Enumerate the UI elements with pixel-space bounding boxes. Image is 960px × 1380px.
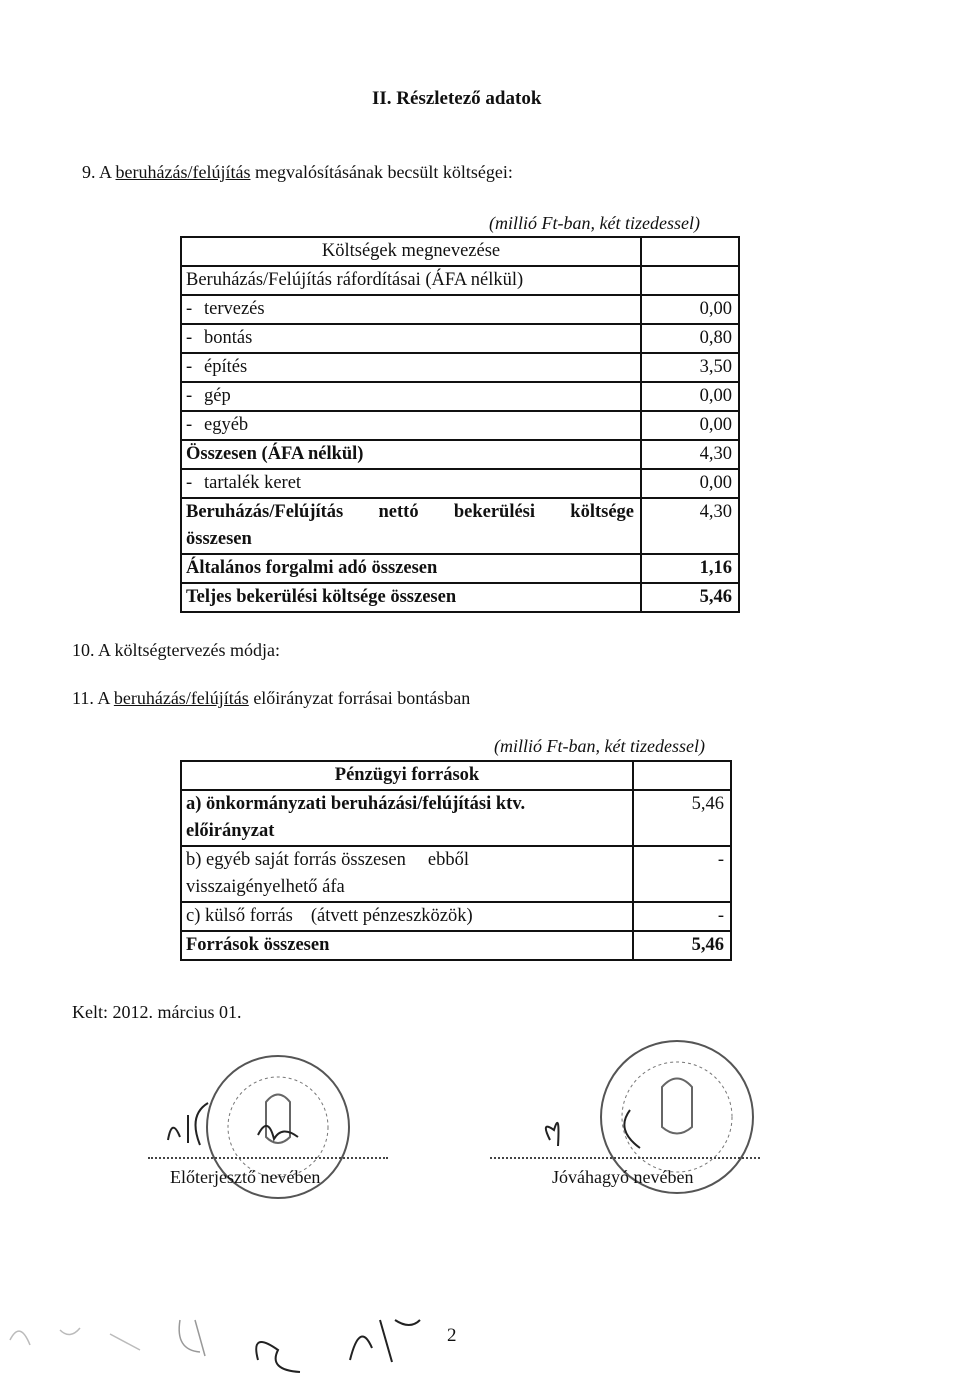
funding-table: [180, 760, 732, 961]
cost-item-value: 0,00: [641, 382, 739, 411]
section-9-title: 9. A beruházás/felújítás megvalósításának becsült költségei:: [82, 162, 513, 182]
unit-note-costs: (millió Ft-ban, két tizedessel): [489, 213, 700, 233]
signature-block-right: [490, 1040, 790, 1187]
table-row: [181, 583, 739, 612]
cost-net-label-line1: Beruházás/Felújítás nettó bekerülési költsége: [186, 502, 634, 522]
cost-table: [180, 236, 740, 613]
cost-item-label: tervezés: [204, 299, 265, 319]
table-row: - bontás 0,80: [181, 324, 739, 353]
handwritten-initials-icon: [0, 1290, 960, 1380]
funding-total-label: Források összesen: [181, 931, 633, 960]
cost-grand-total-label: Teljes bekerülési költsége összesen: [181, 583, 641, 612]
table-row: [181, 237, 739, 266]
table-row: [181, 790, 731, 846]
signature-label-left: Előterjesztő nevében: [170, 1167, 321, 1187]
funding-row-b-line1: b) egyéb saját forrás összesen ebből: [186, 850, 469, 870]
funding-row-a-line1: a) önkormányzati beruházási/felújítási ktv.: [186, 794, 526, 814]
table-row: - gép 0,00: [181, 382, 739, 411]
cost-item-value: 3,50: [641, 353, 739, 382]
funding-row-c-value: -: [633, 902, 731, 931]
signature-block-left: [148, 1045, 428, 1187]
funding-total-value: 5,46: [633, 931, 731, 960]
cost-item-label: bontás: [204, 328, 253, 348]
section-10-title: 10. A költségtervezés módja:: [72, 640, 280, 660]
cost-reserve-value: 0,00: [641, 469, 739, 498]
cost-item-label: építés: [204, 357, 248, 377]
cost-item-value: 0,80: [641, 324, 739, 353]
table-row: - egyéb 0,00: [181, 411, 739, 440]
cost-reserve-label: tartalék keret: [204, 473, 302, 493]
signature-label-right: Jóváhagyó nevében: [552, 1167, 694, 1187]
table-row: [181, 902, 731, 931]
signature-line: [148, 1157, 388, 1159]
cost-subtotal-value: 4,30: [641, 440, 739, 469]
handwritten-signature-icon: [530, 1100, 690, 1160]
cost-subtotal-label: Összesen (ÁFA nélkül): [181, 440, 641, 469]
cost-item-label: gép: [204, 386, 231, 406]
funding-row-b-value: -: [633, 846, 731, 902]
signature-line: [490, 1157, 760, 1159]
table-row: [181, 440, 739, 469]
cost-item-value: 0,00: [641, 411, 739, 440]
cost-vat-label: Általános forgalmi adó összesen: [181, 554, 641, 583]
funding-row-c-line1: c) külső forrás (átvett pénzeszközök): [186, 906, 473, 926]
table-row: - tartalék keret 0,00: [181, 469, 739, 498]
cost-net-label-line2: összesen: [186, 529, 252, 549]
date-line: Kelt: 2012. március 01.: [72, 1002, 242, 1022]
cost-vat-value: 1,16: [641, 554, 739, 583]
table-row: [181, 498, 739, 554]
table-row: [181, 761, 731, 790]
table-row: - építés 3,50: [181, 353, 739, 382]
table-row: [181, 266, 739, 295]
page-number: 2: [447, 1325, 457, 1346]
table-row: [181, 931, 731, 960]
unit-note-funding: (millió Ft-ban, két tizedessel): [494, 736, 705, 756]
cost-item-label: egyéb: [204, 415, 249, 435]
cost-item-value: 0,00: [641, 295, 739, 324]
table-row: [181, 846, 731, 902]
page-heading: II. Részletező adatok: [372, 88, 542, 109]
handwritten-signature-icon: [148, 1095, 378, 1155]
section-11-title: 11. A beruházás/felújítás előirányzat forrásai bontásban: [72, 688, 471, 708]
table-row: - tervezés 0,00: [181, 295, 739, 324]
funding-row-a-line2: előirányzat: [186, 821, 275, 841]
cost-group-label: Beruházás/Felújítás ráfordításai (ÁFA nélkül): [181, 266, 641, 295]
cost-grand-total-value: 5,46: [641, 583, 739, 612]
funding-row-b-line2: visszaigényelhető áfa: [186, 877, 345, 897]
cost-header: Költségek megnevezése: [181, 237, 641, 266]
funding-header: Pénzügyi források: [181, 761, 633, 790]
cost-net-value: 4,30: [641, 498, 739, 554]
table-row: [181, 554, 739, 583]
funding-row-a-value: 5,46: [633, 790, 731, 846]
